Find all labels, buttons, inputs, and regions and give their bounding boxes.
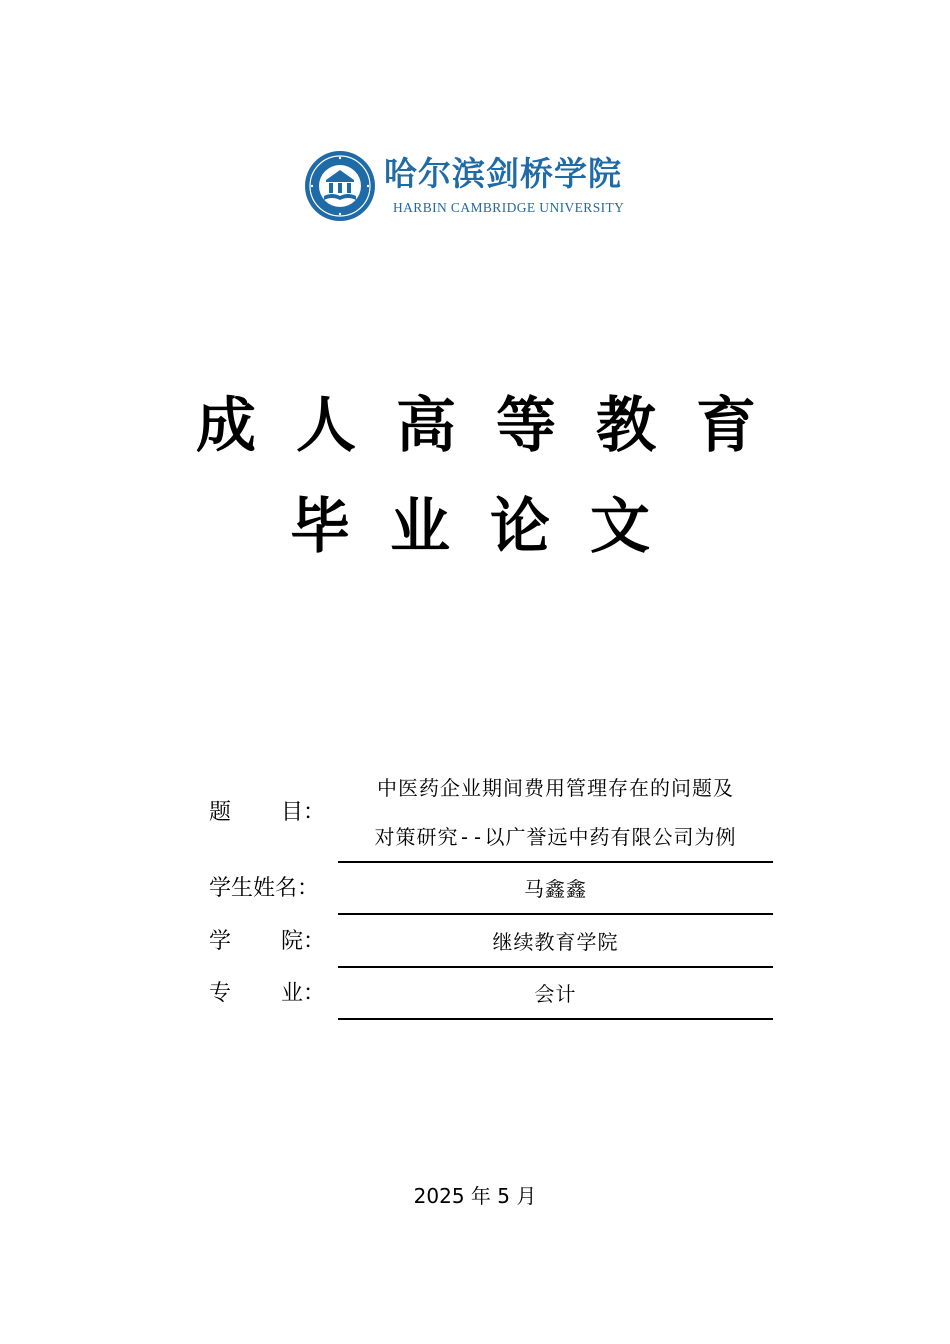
logo-name-en: HARBIN CAMBRIDGE UNIVERSITY xyxy=(393,200,625,215)
college-label-text: 学 院： xyxy=(209,929,326,954)
university-logo xyxy=(304,150,674,225)
major-underline xyxy=(338,1018,773,1020)
title-line-2: 毕业论文 xyxy=(290,492,690,562)
student-label-text: 学生姓名： xyxy=(209,876,320,901)
topic-label-text: 题 目： xyxy=(209,800,326,825)
student-value: 马鑫鑫 xyxy=(524,877,587,901)
topic-label xyxy=(209,798,326,828)
major-label-text: 专 业： xyxy=(209,981,326,1006)
major-value: 会计 xyxy=(534,982,577,1006)
logo-name-cn: 哈尔滨剑桥学院 xyxy=(384,154,622,193)
topic-underline xyxy=(338,861,773,863)
topic-value-line2: 对策研究--以广誉远中药有限公司为例 xyxy=(374,825,737,849)
college-value: 继续教育学院 xyxy=(492,930,619,954)
student-label xyxy=(209,874,319,904)
college-label xyxy=(209,927,325,957)
topic-value-line1: 中医药企业期间费用管理存在的问题及 xyxy=(377,776,734,800)
title-line-1: 成人高等教育 xyxy=(196,391,796,461)
college-underline xyxy=(338,966,773,968)
submission-date: 2025 年 5 月 xyxy=(413,1184,537,1208)
student-underline xyxy=(338,913,773,915)
university-seal-icon xyxy=(304,150,376,222)
major-label xyxy=(209,979,325,1009)
